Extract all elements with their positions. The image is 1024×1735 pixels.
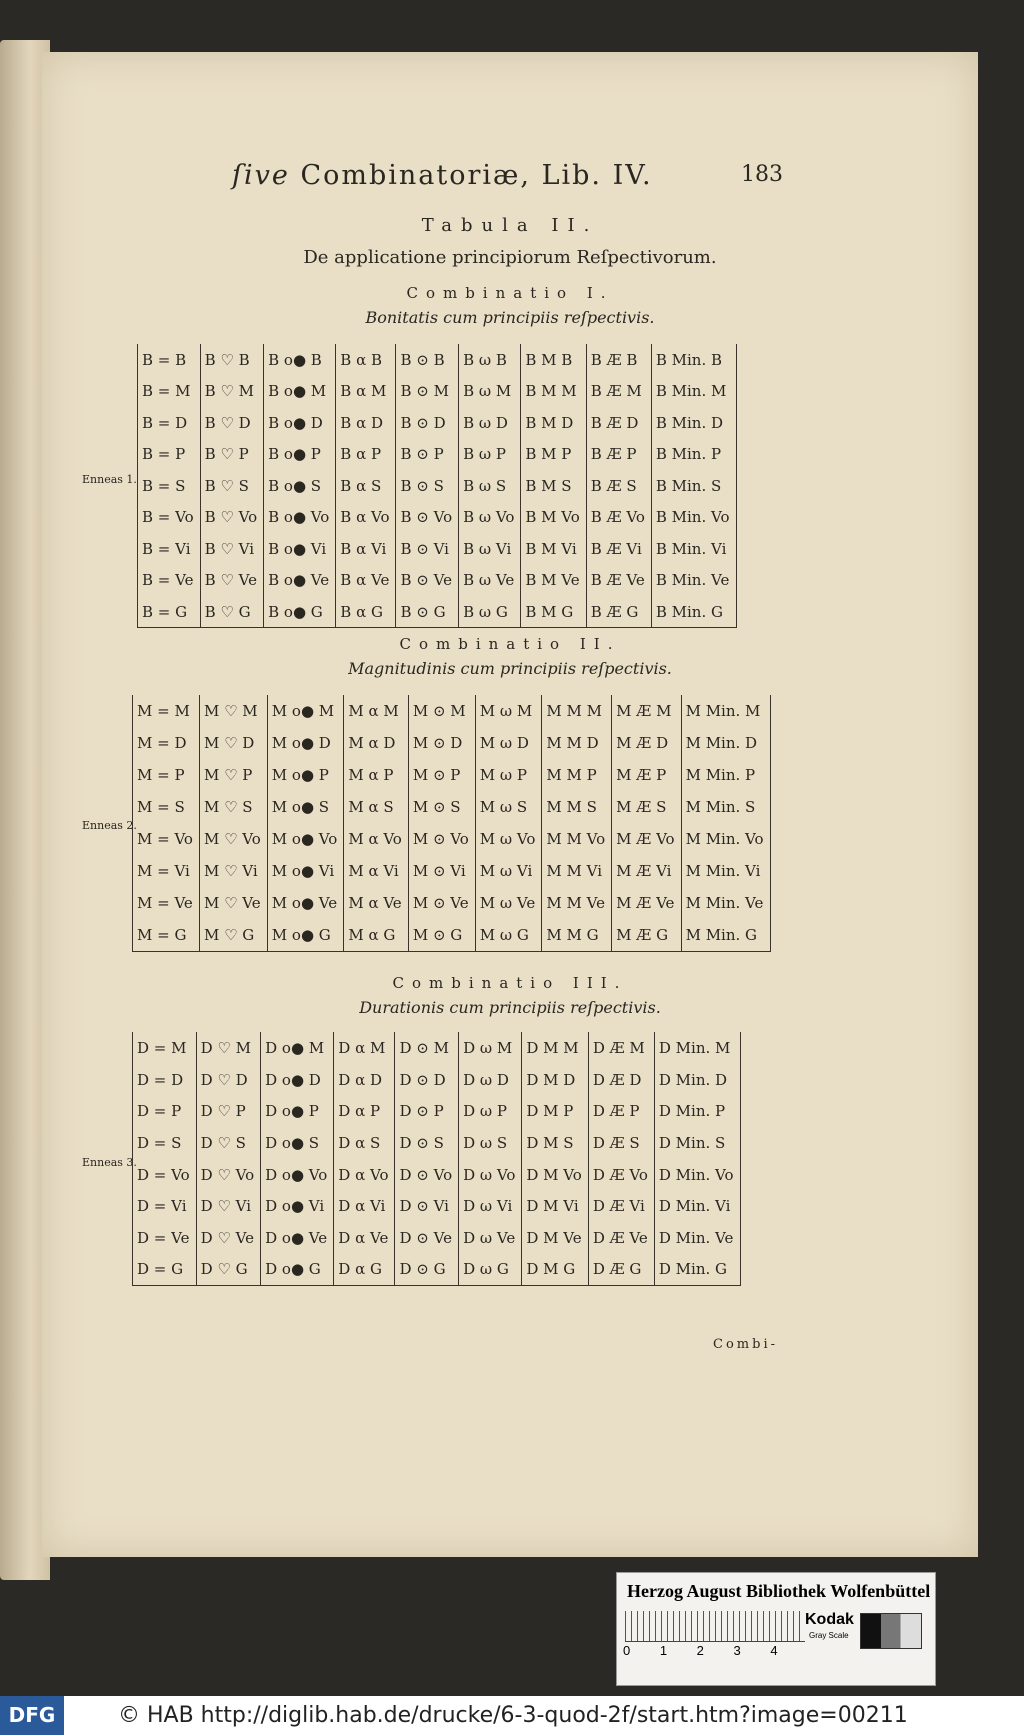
table-cell: D = G [133,1254,197,1286]
table-cell: B o● Ve [264,565,336,597]
table-row [138,470,737,502]
table-cell: B ⊙ M [396,376,459,408]
combination-3-title: Combinatio III. [392,974,628,992]
table-cell: D ⊙ Vo [395,1159,459,1191]
combination-1-title: Combinatio I. [406,284,614,302]
table-cell: M = G [133,919,200,951]
table-cell: M ω Vo [475,823,542,855]
table-cell: B ω S [459,470,521,502]
table-cell: M ♡ P [199,759,267,791]
table-row [133,823,771,855]
table-cell: M o● D [267,727,344,759]
table-cell: B Æ P [586,439,651,471]
table-cell: B = P [138,439,201,471]
table-cell: M Min. Vi [681,855,770,887]
table-cell: D α Vi [334,1190,395,1222]
table-cell: D α S [334,1127,395,1159]
table-cell: D α G [334,1254,395,1286]
table-cell: D o● M [261,1032,334,1064]
page-number: 183 [741,162,783,187]
table-cell: B M G [521,596,586,628]
table-cell: D o● G [261,1254,334,1286]
table-cell: B ω Ve [459,565,521,597]
table-row [133,1222,741,1254]
table-cell: M M P [542,759,612,791]
table-cell: M o● P [267,759,344,791]
table-cell: B ⊙ Vo [396,502,459,534]
scale-ruler [625,1611,805,1642]
table-cell: B o● B [264,344,336,376]
table-cell: M M Vo [542,823,612,855]
table-cell: M Æ Vi [612,855,681,887]
table-cell: D ♡ Vo [196,1159,261,1191]
table-row [133,695,771,727]
table-cell: B α G [336,596,396,628]
table-cell: M o● Vo [267,823,344,855]
table-cell: B o● D [264,407,336,439]
table-cell: B M B [521,344,586,376]
table-cell: D ⊙ Ve [395,1222,459,1254]
table-row [138,344,737,376]
table-row [133,1190,741,1222]
table-cell: B Min. Vo [651,502,736,534]
table-row [138,502,737,534]
table-cell: D Min. Vo [654,1159,740,1191]
table-cell: D α Ve [334,1222,395,1254]
table-cell: M ♡ M [199,695,267,727]
table-cell: M M S [542,791,612,823]
table-cell: M Æ Vo [612,823,681,855]
table-cell: M = S [133,791,200,823]
table-cell: M = Ve [133,887,200,919]
table-cell: B Min. B [651,344,736,376]
table-cell: D ♡ Vi [196,1190,261,1222]
table-cell: M Min. G [681,919,770,951]
table-cell: M ω P [475,759,542,791]
gray-scale-label: Gray Scale [809,1631,849,1640]
table-cell: B α Ve [336,565,396,597]
table-cell: M ω S [475,791,542,823]
combination-3-table [132,1032,741,1286]
table-cell: B o● Vi [264,533,336,565]
table-cell: B ω Vo [459,502,521,534]
table-cell: D Æ D [588,1064,654,1096]
table-cell: B M P [521,439,586,471]
table-cell: B Min. Ve [651,565,736,597]
table-cell: M M D [542,727,612,759]
table-cell: B ♡ Ve [200,565,264,597]
table-cell: M Æ Ve [612,887,681,919]
tabula-subtitle: De applicatione principiorum Reſpectivorum. [303,247,717,268]
table-row [133,1254,741,1286]
table-cell: D = M [133,1032,197,1064]
table-cell: B o● G [264,596,336,628]
table-cell: M Æ S [612,791,681,823]
table-cell: M α Ve [344,887,409,919]
table-cell: B Min. G [651,596,736,628]
table-cell: M ω M [475,695,542,727]
combination-2-subtitle: Magnitudinis cum principiis reſpectivis. [348,659,672,678]
table-cell: B = S [138,470,201,502]
table-cell: D M P [522,1095,588,1127]
table-cell: M ⊙ P [408,759,475,791]
table-cell: M α G [344,919,409,951]
table-cell: D ♡ P [196,1095,261,1127]
table-cell: M ⊙ Ve [408,887,475,919]
table-cell: D = P [133,1095,197,1127]
table-row [133,1032,741,1064]
table-cell: B Æ Vi [586,533,651,565]
table-cell: M o● S [267,791,344,823]
table-cell: B M Vo [521,502,586,534]
table-cell: D ω Vi [459,1190,522,1222]
table-cell: M Min. Ve [681,887,770,919]
table-cell: D = D [133,1064,197,1096]
table-row [138,596,737,628]
table-cell: B M Ve [521,565,586,597]
book-page [42,52,978,1557]
table-cell: M ⊙ G [408,919,475,951]
table-cell: B ω D [459,407,521,439]
table-cell: M Min. D [681,727,770,759]
table-cell: D ⊙ M [395,1032,459,1064]
table-cell: B ⊙ P [396,439,459,471]
table-cell: D Min. Ve [654,1222,740,1254]
table-cell: D ω Vo [459,1159,522,1191]
table-cell: B = Ve [138,565,201,597]
table-cell: M ⊙ Vo [408,823,475,855]
table-cell: M Æ D [612,727,681,759]
table-cell: M Min. S [681,791,770,823]
table-cell: B Æ M [586,376,651,408]
table-cell: D ω D [459,1064,522,1096]
table-cell: D Min. P [654,1095,740,1127]
table-cell: M Min. P [681,759,770,791]
table-cell: M α Vi [344,855,409,887]
table-cell: M ⊙ D [408,727,475,759]
table-cell: B ⊙ B [396,344,459,376]
table-cell: D M Vi [522,1190,588,1222]
table-cell: M α P [344,759,409,791]
table-cell: D M D [522,1064,588,1096]
table-cell: D Æ M [588,1032,654,1064]
table-cell: B Æ G [586,596,651,628]
table-cell: D ♡ S [196,1127,261,1159]
table-cell: B M D [521,407,586,439]
table-cell: D Æ G [588,1254,654,1286]
table-row [133,1095,741,1127]
table-cell: D ω Ve [459,1222,522,1254]
table-cell: M Æ P [612,759,681,791]
table-cell: M M M [542,695,612,727]
table-cell: D Min. G [654,1254,740,1286]
combination-1-subtitle: Bonitatis cum principiis reſpectivis. [365,308,655,327]
table-cell: B ω M [459,376,521,408]
table-cell: B o● Vo [264,502,336,534]
table-cell: D ⊙ G [395,1254,459,1286]
table-cell: B M M [521,376,586,408]
table-cell: D Min. M [654,1032,740,1064]
table-cell: B Æ D [586,407,651,439]
table-row [138,376,737,408]
table-cell: M Æ G [612,919,681,951]
table-row [133,759,771,791]
table-cell: M Min. M [681,695,770,727]
table-cell: B = G [138,596,201,628]
table-row [133,727,771,759]
table-cell: M = Vo [133,823,200,855]
tabula-title: Tabula II. [421,215,599,236]
footer-bar [0,1696,1024,1735]
enneas-1-label: Enneas 1. [82,473,137,486]
table-cell: M ♡ D [199,727,267,759]
table-cell: D ⊙ S [395,1127,459,1159]
table-cell: B α Vo [336,502,396,534]
table-cell: M ω Ve [475,887,542,919]
table-row [138,565,737,597]
table-cell: B Æ Ve [586,565,651,597]
table-cell: M α Vo [344,823,409,855]
table-cell: M ⊙ S [408,791,475,823]
table-cell: D Æ Ve [588,1222,654,1254]
table-cell: D ω S [459,1127,522,1159]
table-cell: B ⊙ G [396,596,459,628]
table-cell: B Min. M [651,376,736,408]
table-cell: B M S [521,470,586,502]
table-cell: M ⊙ M [408,695,475,727]
table-cell: M Min. Vo [681,823,770,855]
table-cell: D Min. D [654,1064,740,1096]
table-cell: B ♡ P [200,439,264,471]
table-cell: B Min. P [651,439,736,471]
table-cell: D ⊙ P [395,1095,459,1127]
library-color-card [616,1572,936,1686]
table-cell: D α D [334,1064,395,1096]
table-cell: D ⊙ D [395,1064,459,1096]
table-cell: B o● M [264,376,336,408]
table-row [133,855,771,887]
table-row [138,439,737,471]
table-cell: D M Ve [522,1222,588,1254]
table-cell: D Æ S [588,1127,654,1159]
combination-2-title: Combinatio II. [399,635,621,653]
table-cell: M ⊙ Vi [408,855,475,887]
table-cell: B ♡ Vo [200,502,264,534]
table-cell: M = P [133,759,200,791]
table-cell: D M G [522,1254,588,1286]
table-cell: B Min. S [651,470,736,502]
table-cell: B Æ S [586,470,651,502]
table-cell: M ♡ S [199,791,267,823]
table-cell: D ♡ G [196,1254,261,1286]
running-head-text: Combinatoriæ, Lib. IV. [300,160,653,191]
table-cell: D ω M [459,1032,522,1064]
table-cell: B = M [138,376,201,408]
table-cell: B ♡ S [200,470,264,502]
table-cell: D Æ Vo [588,1159,654,1191]
gray-scale-swatch [860,1613,922,1649]
table-cell: B ♡ Vi [200,533,264,565]
table-cell: M α D [344,727,409,759]
table-cell: M α M [344,695,409,727]
table-cell: M ♡ Vo [199,823,267,855]
table-cell: B ω Vi [459,533,521,565]
table-cell: B Min. D [651,407,736,439]
table-cell: B ω G [459,596,521,628]
footer-credit: © HAB http://diglib.hab.de/drucke/6-3-quod-2f/start.htm?image=00211 [118,1703,908,1728]
table-cell: D Min. Vi [654,1190,740,1222]
table-cell: D o● Vo [261,1159,334,1191]
table-cell: M o● G [267,919,344,951]
table-cell: M α S [344,791,409,823]
table-cell: D ω P [459,1095,522,1127]
table-cell: B α P [336,439,396,471]
table-cell: B ⊙ Vi [396,533,459,565]
kodak-label: Kodak [805,1611,854,1628]
scale-numbers: 0 1 2 3 4 [623,1643,778,1658]
table-cell: D ♡ Ve [196,1222,261,1254]
table-cell: B α B [336,344,396,376]
table-row [138,407,737,439]
table-cell: D ♡ D [196,1064,261,1096]
table-row [133,1127,741,1159]
table-cell: M M Vi [542,855,612,887]
combination-2-table [132,695,771,952]
table-cell: M ω Vi [475,855,542,887]
table-cell: D o● D [261,1064,334,1096]
table-cell: M M Ve [542,887,612,919]
table-cell: D α P [334,1095,395,1127]
catchword: Combi- [713,1337,778,1352]
table-cell: B ⊙ D [396,407,459,439]
table-cell: B ♡ M [200,376,264,408]
table-cell: B = Vi [138,533,201,565]
table-cell: M o● Ve [267,887,344,919]
table-cell: M M G [542,919,612,951]
enneas-3-label: Enneas 3. [82,1156,137,1169]
table-cell: D o● P [261,1095,334,1127]
table-cell: B = B [138,344,201,376]
table-row [133,1159,741,1191]
table-row [133,791,771,823]
combination-1-table [137,344,737,628]
table-cell: D = Vi [133,1190,197,1222]
table-cell: D ♡ M [196,1032,261,1064]
table-cell: D = Vo [133,1159,197,1191]
table-cell: B ♡ G [200,596,264,628]
table-cell: M ♡ Ve [199,887,267,919]
table-cell: D ω G [459,1254,522,1286]
dfg-logo: DFG [0,1696,64,1735]
table-cell: B Æ B [586,344,651,376]
table-cell: M ω D [475,727,542,759]
table-cell: M ♡ G [199,919,267,951]
table-row [133,887,771,919]
library-card-title: Herzog August Bibliothek Wolfenbüttel [627,1581,931,1601]
table-cell: B = D [138,407,201,439]
table-cell: D Æ Vi [588,1190,654,1222]
table-cell: B α S [336,470,396,502]
table-cell: B Min. Vi [651,533,736,565]
table-row [133,1064,741,1096]
table-cell: D o● Vi [261,1190,334,1222]
table-cell: M = D [133,727,200,759]
running-head-italic: ſive [232,160,290,191]
table-cell: B M Vi [521,533,586,565]
table-cell: D = Ve [133,1222,197,1254]
table-cell: D o● S [261,1127,334,1159]
table-cell: M ♡ Vi [199,855,267,887]
table-cell: M ω G [475,919,542,951]
table-cell: B o● S [264,470,336,502]
table-cell: M = M [133,695,200,727]
table-cell: M Æ M [612,695,681,727]
table-cell: D Min. S [654,1127,740,1159]
table-cell: M = Vi [133,855,200,887]
table-cell: B ⊙ Ve [396,565,459,597]
table-cell: D o● Ve [261,1222,334,1254]
table-cell: D M Vo [522,1159,588,1191]
table-cell: B α Vi [336,533,396,565]
table-cell: B ω P [459,439,521,471]
table-cell: B α D [336,407,396,439]
table-cell: M o● M [267,695,344,727]
table-cell: B α M [336,376,396,408]
table-cell: M o● Vi [267,855,344,887]
enneas-2-label: Enneas 2. [82,819,137,832]
table-cell: B ♡ D [200,407,264,439]
table-cell: B ♡ B [200,344,264,376]
table-cell: B = Vo [138,502,201,534]
table-row [133,919,771,951]
table-cell: B ω B [459,344,521,376]
table-row [138,533,737,565]
table-cell: D α Vo [334,1159,395,1191]
combination-3-subtitle: Durationis cum principiis reſpectivis. [359,998,661,1017]
table-cell: B o● P [264,439,336,471]
table-cell: D = S [133,1127,197,1159]
table-cell: D M M [522,1032,588,1064]
table-cell: D α M [334,1032,395,1064]
table-cell: D Æ P [588,1095,654,1127]
table-cell: B ⊙ S [396,470,459,502]
table-cell: D ⊙ Vi [395,1190,459,1222]
table-cell: D M S [522,1127,588,1159]
table-cell: B Æ Vo [586,502,651,534]
